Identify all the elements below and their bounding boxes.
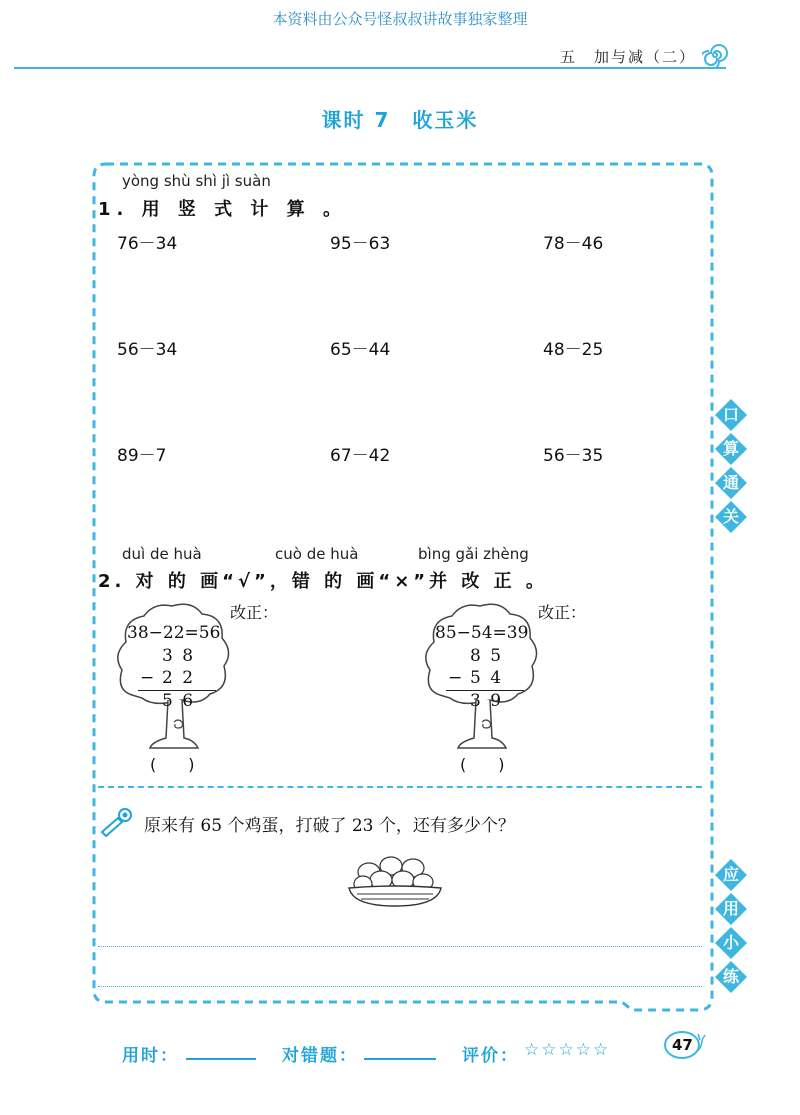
lesson-title: 课时 7 收玉米 [321, 108, 479, 132]
side-badge: 小 [714, 926, 748, 960]
vertical-result: 5 6 [162, 691, 196, 711]
vertical-mid: 2 2 [162, 668, 196, 688]
wrong-equation: 85−54=39 [435, 623, 529, 643]
unit-title: 五 加与减（二） [560, 48, 697, 66]
answer-line [98, 946, 702, 947]
expression: 56－34 [117, 340, 178, 360]
side-badge: 练 [714, 960, 748, 994]
application-problem: 原来有 65 个鸡蛋，打破了 23 个，还有多少个？ [144, 816, 515, 836]
answer-line [98, 986, 702, 987]
expression: 78－46 [543, 234, 604, 254]
vertical-top: 3 8 [162, 646, 196, 666]
side-badge: 用 [714, 892, 748, 926]
pinyin-bing-gai-zheng: bìng gǎi zhèng [418, 545, 529, 563]
correct-blank[interactable] [364, 1058, 436, 1060]
swirl-icon [702, 42, 728, 68]
section-separator [98, 786, 702, 788]
side-badge: 算 [714, 432, 748, 466]
correction-label: 改正： [538, 603, 587, 622]
wrong-equation: 38−22=56 [127, 623, 221, 643]
section1-title: 1. 用 竖 式 计 算 。 [98, 199, 347, 220]
minus-sign: − [140, 668, 155, 688]
pinyin-cuo-de-hua: cuò de huà [275, 545, 359, 563]
side-badge: 口 [714, 398, 748, 432]
vertical-top: 8 5 [470, 646, 504, 666]
page-number: 47 [672, 1036, 693, 1054]
rating-label: 评价： [462, 1046, 519, 1066]
section1-pinyin: yòng shù shì jì suàn [122, 172, 271, 190]
egg-basket-icon [345, 848, 445, 910]
time-blank[interactable] [186, 1058, 256, 1060]
time-label: 用时： [122, 1046, 179, 1066]
side-badge: 通 [714, 466, 748, 500]
expression: 65－44 [330, 340, 391, 360]
answer-paren: ( ) [460, 755, 505, 774]
expression: 76－34 [117, 234, 178, 254]
expression: 56－35 [543, 446, 604, 466]
rating-stars[interactable]: ☆☆☆☆☆ [524, 1040, 611, 1060]
pinyin-dui-de-hua: duì de huà [122, 545, 202, 563]
side-badge: 关 [714, 500, 748, 534]
source-note: 本资料由公众号怪叔叔讲故事独家整理 [272, 10, 528, 28]
expression: 67－42 [330, 446, 391, 466]
expression: 48－25 [543, 340, 604, 360]
correct-label: 对错题： [282, 1046, 358, 1066]
side-badge: 应 [714, 858, 748, 892]
answer-paren: ( ) [150, 755, 195, 774]
vertical-mid: 5 4 [470, 668, 504, 688]
section2-title: 2. 对 的 画“√”，错 的 画“×”并 改 正 。 [98, 571, 548, 592]
minus-sign: − [448, 668, 463, 688]
correction-label: 改正： [230, 603, 279, 622]
trumpet-icon [98, 806, 134, 838]
expression: 95－63 [330, 234, 391, 254]
vertical-result: 3 9 [470, 691, 504, 711]
header-rule [14, 67, 726, 69]
expression: 89－7 [117, 446, 167, 466]
